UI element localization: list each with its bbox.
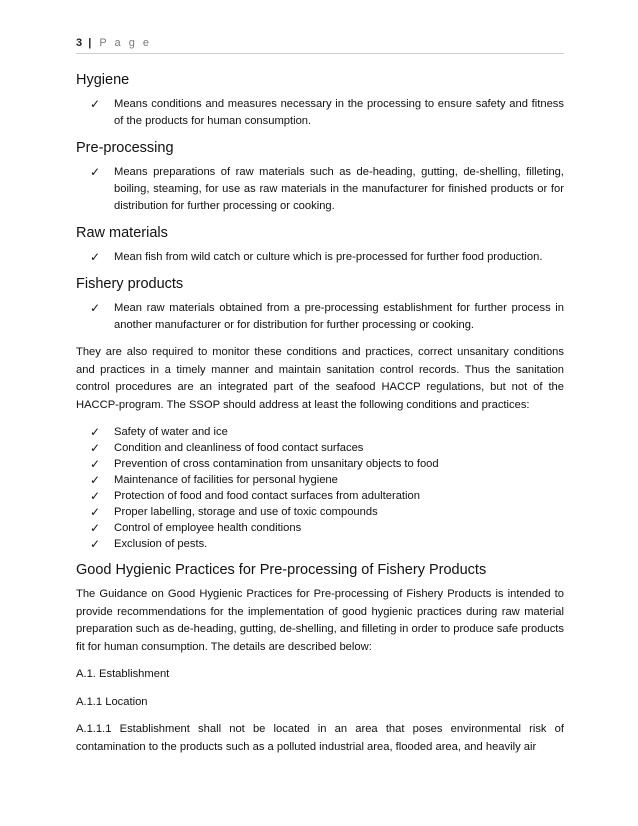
raw-materials-list: [76, 249, 564, 266]
list-item: [76, 249, 564, 266]
check-icon: ✓: [90, 473, 101, 487]
check-icon: ✓: [90, 489, 101, 503]
list-item-text: Mean fish from wild catch or culture which is pre-processed for further food production.: [114, 251, 543, 263]
check-icon: ✓: [90, 165, 101, 179]
check-icon: ✓: [90, 301, 101, 315]
check-icon: ✓: [90, 97, 101, 111]
list-item: [76, 472, 564, 488]
list-item-text: Prevention of cross contamination from unsanitary objects to food: [114, 458, 439, 470]
header-separator: |: [88, 37, 92, 49]
list-item: [76, 164, 564, 215]
check-icon: ✓: [90, 425, 101, 439]
check-icon: ✓: [90, 441, 101, 455]
page-word: P a g e: [99, 37, 152, 49]
list-item: [76, 456, 564, 472]
list-item-text: Maintenance of facilities for personal hygiene: [114, 474, 338, 486]
list-item-text: Proper labelling, storage and use of toxic compounds: [114, 506, 378, 518]
page-header: [76, 37, 564, 49]
ghp-intro: The Guidance on Good Hygienic Practices for Pre-processing of Fishery Products is intended to provide recommendations for the implementation of good hygienic practices during raw material preparation such as de-heading, gutting, de-shelling, and filleting in order to produce safe products fit for human consumption. The details are described below:: [76, 588, 564, 653]
check-icon: ✓: [90, 521, 101, 535]
list-item-text: Means preparations of raw materials such as de-heading, gutting, de-shelling, filleting, boiling, steaming, for use as raw materials in the manufacturer for finished products or for distribution for further processing or cooking.: [114, 166, 564, 212]
clause-a111: A.1.1.1 Establishment shall not be located in an area that poses environmental risk of contamination to the products such as a polluted industrial area, flooded area, and heavily air: [76, 723, 564, 753]
list-item-text: Protection of food and food contact surfaces from adulteration: [114, 490, 420, 502]
section-title-hygiene: Hygiene: [76, 72, 130, 88]
list-item: [76, 504, 564, 520]
list-item-text: Mean raw materials obtained from a pre-processing establishment for further process in another manufacturer or for distribution for further processing or cooking.: [114, 302, 564, 331]
subheading-a11: A.1.1 Location: [76, 695, 148, 708]
check-icon: ✓: [90, 537, 101, 551]
check-icon: ✓: [90, 457, 101, 471]
list-item: [76, 440, 564, 456]
list-item: [76, 96, 564, 130]
list-item-text: Exclusion of pests.: [114, 538, 208, 550]
list-item-text: Safety of water and ice: [114, 426, 228, 438]
page-number: 3: [76, 37, 83, 49]
section-title-fishery-products: Fishery products: [76, 276, 184, 292]
section-title-raw-materials: Raw materials: [76, 225, 168, 241]
list-item-text: Control of employee health conditions: [114, 522, 302, 534]
section-title-pre-processing: Pre-processing: [76, 140, 174, 156]
check-icon: ✓: [90, 250, 101, 264]
subheading-a1: A.1. Establishment: [76, 668, 170, 680]
section-title-ghp: Good Hygienic Practices for Pre-processing of Fishery Products: [76, 562, 487, 578]
ssop-paragraph: They are also required to monitor these conditions and practices, correct unsanitary conditions and practices in a timely manner and maintain sanitation control records. Thus the sanitation control procedures are an integrated part of the seafood HACCP regulations, but not of the HACCP-program. The SSOP should address at least the following conditions and practices:: [76, 346, 564, 411]
page-content: [76, 72, 564, 766]
list-item: [76, 536, 564, 552]
ssop-list: [76, 424, 564, 552]
list-item: [76, 488, 564, 504]
pre-processing-list: [76, 164, 564, 215]
list-item: [76, 424, 564, 440]
list-item: [76, 520, 564, 536]
check-icon: ✓: [90, 505, 101, 519]
list-item-text: Condition and cleanliness of food contact surfaces: [114, 442, 364, 454]
header-divider: [76, 53, 564, 54]
list-item: [76, 300, 564, 334]
list-item-text: Means conditions and measures necessary in the processing to ensure safety and fitness of the products for human consumption.: [114, 98, 564, 127]
hygiene-list: [76, 96, 564, 130]
fishery-products-list: [76, 300, 564, 334]
